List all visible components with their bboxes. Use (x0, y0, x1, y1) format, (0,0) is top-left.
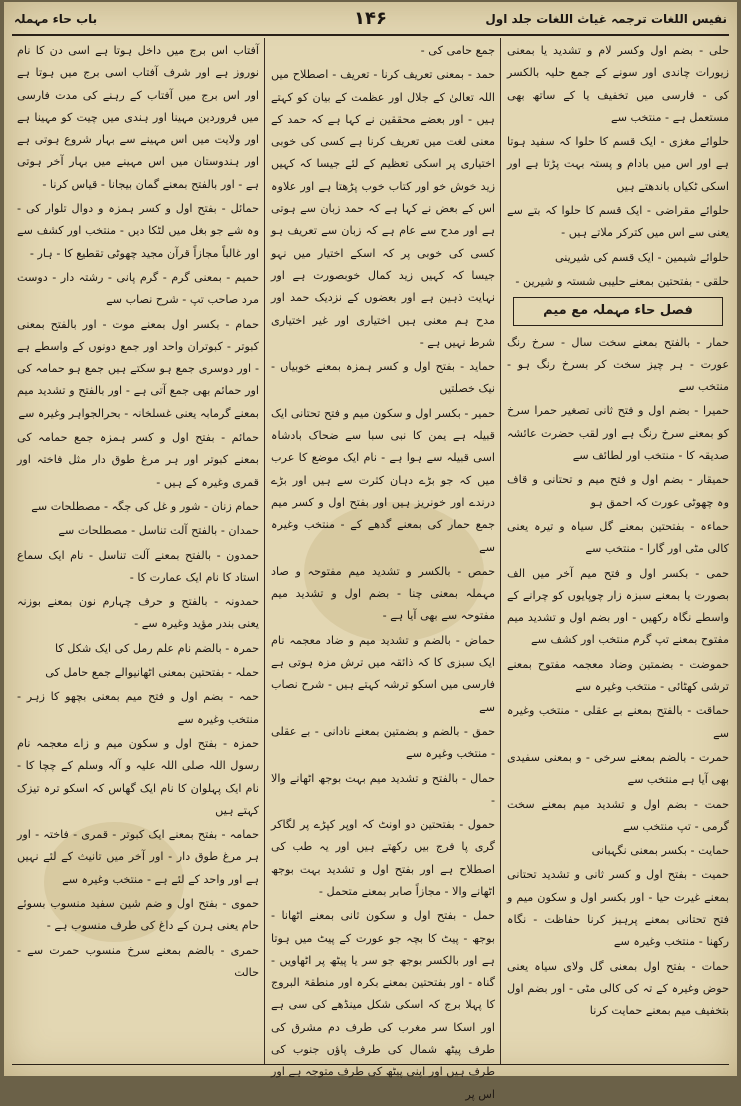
entry-paragraph: حمول - بفتحتین دو اونٹ کہ اوپر کپڑے پر لگاکر گری پا فرج بیں رکھتے ہیں اور یہ طب کی اصطلاح ہے اور بفتح اول و تشدید بہت بوجھ اٹھانے والا - مجازاً صابر بمعنے متحمل - (271, 818, 495, 898)
entry-paragraph: حلوائے شیمین - ایک قسم کی شیرینی (554, 250, 729, 264)
entry-paragraph: حمدان - بالفتح آلت تناسل - مصطلحات سے (58, 524, 259, 538)
column-left (17, 40, 259, 1060)
entry-paragraph: حماض - بالضم و تشدید میم و ضاد معجمہ نام ایک سبزی کا کہ ذائقہ میں ترش مزہ ہوتی ہے فارسی میں اسکو ترشہ کہتے ہیں - شرح نصاب سے (271, 633, 495, 714)
entry-paragraph: حمہ - بضم اول و فتح میم بمعنی بچھو کا زہر - منتخب وغیرہ سے (17, 690, 259, 726)
entry-paragraph: حمت - بضم اول و تشدید میم بمعنے سخت گرمی - تپ منتخب سے (507, 797, 729, 833)
entry-paragraph: حماید - بفتح اول و کسر ہمزہ بمعنے خوبیاں - نیک خصلتیں (271, 360, 495, 396)
entry-paragraph: حمدون - بالفتح بمعنے آلت تناسل - نام ایک سماع استاد کا نام ایک عمارت کا - (17, 548, 259, 584)
entry-paragraph: حمال - بالفتح و تشدید میم بہت بوجھ اٹھانے والا - (271, 771, 495, 807)
book-page (4, 2, 737, 1101)
entry-paragraph: حمائل - بفتح اول و کسر ہمزہ و دوال تلوار کی - وہ شے جو بغل میں لٹکا دیں - منتخب اور کشف سے اور غالباً مجازاً قرآن مجید چھوٹی تقطیع کا - ہار - (17, 202, 259, 260)
entry-paragraph: حلوائے مغزی - ایک قسم کا حلوا کہ سفید ہوتا ہے اور اس میں بادام و پستہ بہت پڑتا ہے اور اسکی ٹکیاں باندھتے ہیں (507, 135, 729, 193)
entry-paragraph: حلی - بضم اول وکسر لام و تشدید یا بمعنی زیورات چاندی اور سونے کے جمع حلیہ بالکسر کی - فارسی میں تخفیف یا کے ساتھ بھی مستعمل ہے - منتخب سے (507, 44, 729, 124)
entry-paragraph: حمد - بمعنی تعریف کرنا - تعریف - اصطلاح میں اللہ تعالیٰ کے جلال اور عظمت کے بیان کو کہتے ہیں - اور بعضے محققین نے کہا ہے کہ حمد کے معنی لغت میں تعریف کرنا ہے کسی کی خوبی اختیاری پر اسکی تعظیم کے لئے جیسا کہ کہیں زید خوش خو اور کتاب خوب پڑھتا ہے اور علاوہ اس کے بعض نے کہا ہے کہ حمد زبان سے ہوتی ہے اور مدح سے عام ہے کہ زبان سے تعریف ہو کسی کی خوبی پر کہ اسکے اختیار میں نہو جیسا کہ کہیں زید کمال خوبصورت ہے اور نہایت ذہین ہے اور بعضوں کے نزدیک حمد اور مدح ہم معنی ہیں اختیاری اور غیر اختیاری شرط نہیں ہے - (271, 68, 495, 349)
entry-paragraph: حمیت - بفتح اول و کسر ثانی و تشدید تحتانی بمعنے غیرت حیا - اور بکسر اول و سکون میم و فتح تحتانی بمعنے پرہیز کرنا حفاظت - نگاہ رکھنا - منتخب وغیرہ سے (507, 868, 729, 949)
entry-paragraph: آفتاب اس برج میں داخل ہوتا ہے اسی دن کا نام نوروز ہے اور شرف آفتاب اسی برج میں ہوتا ہے اور اس برج میں آفتاب کے رہنے کی مدت فارسی میں فروردین مہینا اور ہندی میں چیت کو مہینا ہے اور ولایت میں اس مہینے سے بہار شروع ہوتی ہے اور ہندوستان میں اس مہینے میں بہار آخر ہوتی ہے - اور بالفتح بمعنے گمان بیجانا - قیاس کرنا - (17, 44, 259, 191)
entry-paragraph: حمام زنان - شور و غل کی جگہ - مصطلحات سے (31, 499, 259, 513)
entry-paragraph: حمامہ - بفتح بمعنے ایک کبوتر - قمری - فاختہ - اور ہر مرغ طوق دار - اور آخر میں تانیث کے لئے نہیں ہے اور واحد کے لئے ہے - منتخب وغیرہ سے (17, 828, 259, 886)
entry-paragraph: حموضت - بضمتین وضاد معجمہ مفتوح بمعنے ترشی کھٹائی - منتخب وغیرہ سے (507, 657, 729, 694)
page-header (14, 8, 727, 36)
header-rule (12, 34, 729, 36)
column-middle (271, 40, 495, 1101)
entry-paragraph: حمات - بفتح اول بمعنی گل ولای سیاہ یعنی حوض وغیرہ کے تہ کی کالی مٹی - اور بضم اول بتخفیف میم بمعنے حمایت کرنا (507, 959, 729, 1018)
entry-paragraph: حمری - بالضم بمعنے سرخ منسوب حمرت سے - حالت (17, 943, 259, 979)
entry-paragraph: حمیم - بمعنی گرم - گرم پانی - رشتہ دار - دوست مرد صاحب تپ - شرح نصاب سے (17, 270, 259, 307)
entry-paragraph: حماءہ - بفتحتین بمعنے گل سیاہ و تیرہ یعنی کالی مٹی اور گارا - منتخب سے (507, 519, 729, 556)
entry-paragraph: حمایت - بکسر بمعنی نگہبانی (591, 844, 729, 858)
entry-paragraph: حمیرا - بضم اول و فتح ثانی تصغیر حمرا سرخ کو بمعنے سرخ رنگ ہے اور لقب حضرت عائشہ صدیقہ کا - منتخب اور لطائف سے (507, 404, 729, 463)
entry-paragraph: حمزہ - بفتح اول و سکون میم و زاے معجمہ نام رسول اللہ صلی اللہ علیہ و آلہ وسلم کے چچا کا - نام ایک پہلوان کا نام ایک گھاس کہ اسکو ترہ تیزک کہتے ہیں (17, 736, 259, 817)
entry-paragraph: حماقت - بالفتح بمعنے بے عقلی - منتخب وغیرہ سے (507, 704, 729, 740)
column-divider (264, 38, 265, 1064)
header-book-title: نفیس اللغات ترجمہ غیاث اللغات جلد اول (485, 12, 727, 26)
entry-paragraph: حمرہ - بالضم نام علم رمل کی ایک شکل کا (54, 641, 259, 655)
entry-paragraph: حمیقار - بضم اول و فتح میم و تحتانی و قاف وہ چھوٹی عورت کہ احمق ہو (507, 473, 729, 509)
entry-paragraph: حمی - بکسر اول و فتح میم آخر میں الف بصورت یا بمعنے سبزہ زار چوپایوں کو چرانے کے واسطے نگاہ رکھیں - اور بضم اول و تشدید میم مفتوح بمعنے تپ گرم منتخب اور کشف سے (507, 566, 729, 647)
entry-paragraph: حمرت - بالضم بمعنے سرخی - و بمعنی سفیدی بھی آیا ہے منتخب سے (507, 750, 729, 787)
entry-paragraph: حموی - بفتح اول و ضم شین سفید منسوب بسوئے حام یعنی ہرن کے داغ کی طرف منسوب ہے - (17, 896, 259, 933)
column-right (507, 40, 729, 1060)
entry-paragraph: حلقی - بفتحتین بمعنے حلیبی شستہ و شیرین - (515, 274, 729, 288)
footer-rule (12, 1064, 729, 1065)
entry-paragraph: حمام - بکسر اول بمعنے موت - اور بالفتح بمعنی کبوتر - کبوتران واحد اور جمع دونوں کے واسطے ہے - اور دوسری جمع ہو سکتے ہیں جمع ہو حمامہ کی اور حمائم بھی جمع آتی ہے - اور بالفتح و تشدید میم بمعنے گرمابہ یعنی غسلخانہ - بحرالجواہر وغیرہ سے (17, 317, 259, 420)
column-divider (500, 38, 501, 1064)
entry-paragraph: حمائم - بفتح اول و کسر ہمزہ جمع حمامہ کی بمعنے کبوتر اور ہر مرغ طوق دار مثل فاختہ اور قمری وغیرہ کے ہیں - (17, 431, 259, 489)
entry-paragraph: حمیر - بکسر اول و سکون میم و فتح تحتانی ایک قبیلہ ہے یمن کا نبی سبا سے ضحاک بادشاہ اسی قبیلہ سے ہوا ہے - نام ایک موضع کا عرب میں کہ جو بڑے دہان کثرت سے ہیں اور بڑے درندے اور خونریز ہیں اور بفتح اول و کسر میم جمع حمار کی بمعنے گدھے کے - منتخب وغیرہ سے (271, 406, 495, 554)
entry-paragraph: حمل - بفتح اول و سکون ثانی بمعنے اٹھانا - بوجھ - پیٹ کا بچہ جو عورت کے پیٹ میں ہوتا ہے اور بالکسر بوجھ جو سر یا پیٹھ پر اٹھاویں - گناہ - اور بفتحتین بمعنے بکرہ اور منطقۃ البروج کا پہلا برج کہ اسکی شکل مینڈھے کی سی ہے اور اسکا سر مغرب کی طرف دم مشرق کی طرف پیٹھ شمال کی طرف پاؤں جنوب کی طرف ہیں اور اپنی پیٹھ کی طرف متوجہ ہے اور اس پر (271, 909, 495, 1101)
entry-paragraph: حمدونہ - بالفتح و حرف چہارم نون بمعنے بوزنہ یعنی بندر مؤید وغیرہ سے - (17, 595, 259, 631)
entry-paragraph: حلوائے مقراضی - ایک قسم کا حلوا کہ بتے سے یعنی سے اس میں کترکر ملاتے ہیں - (507, 204, 729, 240)
entry-paragraph: جمع حامی کی - (420, 44, 495, 57)
entry-paragraph: حملہ - بفتحتین بمعنی اٹھانیوالے جمع حامل کی (45, 666, 259, 680)
header-section-title: باب حاء مہملہ (14, 12, 98, 26)
entry-paragraph: حمص - بالکسر و تشدید میم مفتوحہ و صاد مہملہ بمعنی چنا - بضم اول و تشدید میم مفتوحہ سے بھی آیا ہے - (271, 564, 495, 623)
entry-paragraph: حمار - بالفتح بمعنے سخت سال - سرخ رنگ عورت - ہر چیز سخت کر بسرخ رنگ ہو - منتخب سے (507, 335, 729, 394)
entry-paragraph: حمق - بالضم و بضمتین بمعنے نادانی - بے عقلی - منتخب وغیرہ سے (271, 724, 495, 761)
section-heading: فصل حاء مہملہ مع میم (513, 297, 723, 325)
page-number: ۱۴۶ (354, 8, 387, 29)
